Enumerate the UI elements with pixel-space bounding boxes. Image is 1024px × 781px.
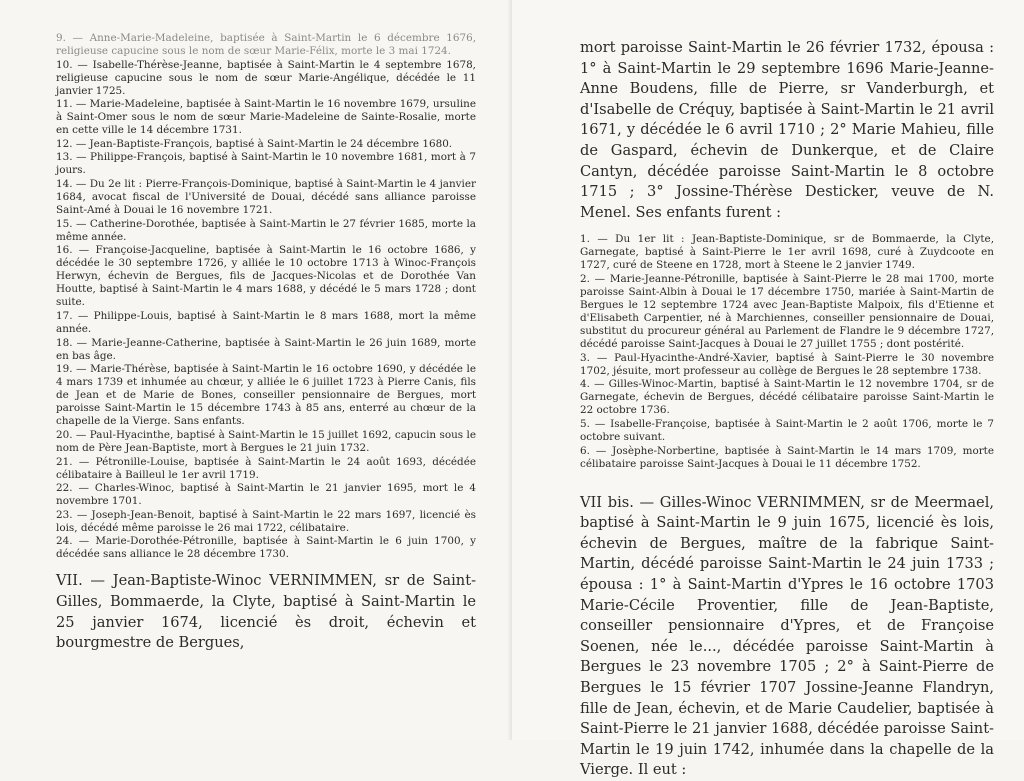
- entry-11: 11. — Marie-Madeleine, baptisée à Saint-Martin le 16 novembre 1679, ursuline à Saint-Omer sous le nom de sœur Marie-Madeleine de Sainte-Rosalie, morte en cette ville le 14 décembre 1731.: [56, 98, 476, 137]
- entry-24: 24. — Marie-Dorothée-Pétronille, baptisée à Saint-Martin le 6 juin 1700, y décédée sans alliance le 28 décembre 1730.: [56, 535, 476, 561]
- entry-9: 9. — Anne-Marie-Madeleine, baptisée à Saint-Martin le 6 décembre 1676, religieuse capucine sous le nom de sœur Marie-Félix, morte le 3 mai 1724.: [56, 32, 476, 58]
- child-entry-2: 2. — Marie-Jeanne-Pétronille, baptisée à Saint-Pierre le 28 mai 1700, morte paroisse Saint-Albin à Douai le 17 décembre 1750, mariée à Saint-Martin de Bergues le 12 septembre 1724 avec Jean-Baptiste Malpoix, fils d'Etienne et d'Elisabeth Carpentier, né à Marchiennes, conseiller pensionnaire de Douai, substitut du procureur général au Parlement de Flandre le 9 décembre 1727, décédé paroisse Saint-Jacques à Douai le 27 juillet 1755 ; dont postérité.: [580, 272, 994, 351]
- entry-17: 17. — Philippe-Louis, baptisé à Saint-Martin le 8 mars 1688, mort la même année.: [56, 309, 476, 336]
- entry-22: 22. — Charles-Winoc, baptisé à Saint-Martin le 21 janvier 1695, mort le 4 novembre 1701.: [56, 482, 476, 508]
- child-entry-5: 5. — Isabelle-Françoise, baptisée à Saint-Martin le 2 août 1706, morte le 7 octobre suivant.: [580, 418, 994, 444]
- entry-16: 16. — Françoise-Jacqueline, baptisée à Saint-Martin le 16 octobre 1686, y décédée le 30 septembre 1726, y alliée le 10 octobre 1713 à Winoc-François Herwyn, échevin de Bergues, fils de Jacques-Nicolas et de Dorothée Van Houtte, baptisé à Saint-Martin le 4 mars 1688, y décédé le 5 mars 1728 ; dont suite.: [56, 244, 476, 309]
- entry-20: 20. — Paul-Hyacinthe, baptisé à Saint-Martin le 15 juillet 1692, capucin sous le nom de Père Jean-Baptiste, mort à Bergues le 21 juin 1732.: [56, 428, 476, 454]
- continuation-paragraph: mort paroisse Saint-Martin le 26 février 1732, épousa : 1° à Saint-Martin le 29 septembre 1696 Marie-Jeanne-Anne Boudens, fille de Pierre, sr Vanderburgh, et d'Isabelle de Créquy, baptisée à Saint-Martin le 21 avril 1671, y décédée le 6 avril 1710 ; 2° Marie Mahieu, fille de Gaspard, échevin de Dunkerque, et de Claire Cantyn, décédée paroisse Saint-Martin le 8 octobre 1715 ; 3° Jossine-Thérèse Desticker, veuve de N. Menel. Ses enfants furent :: [580, 39, 994, 221]
- entry-12: 12. — Jean-Baptiste-François, baptisé à Saint-Martin le 24 décembre 1680.: [56, 137, 453, 150]
- section-vii-bis-paragraph: VII bis. — Gilles-Winoc VERNIMMEN, sr de Meermael, baptisé à Saint-Martin le 9 juin 1675, licencié ès lois, échevin de Bergues, maître de la fabrique Saint-Martin, décédé paroisse Saint-Martin le 24 juin 1733 ; épousa : 1° à Saint-Martin d'Ypres le 16 octobre 1703 Marie-Cécile Proventier, fille de Jean-Baptiste, conseiller pensionnaire d'Ypres, et de Françoise Soenen, née le..., décédée paroisse Saint-Martin à Bergues le 23 novembre 1705 ; 2° à Saint-Pierre de Bergues le 15 février 1707 Jossine-Jeanne Flandryn, fille de Jean, échevin, et de Marie Caudelier, baptisée à Saint-Pierre le 21 janvier 1688, décédée paroisse Saint-Martin le 19 juin 1742, inhumée dans la chapelle de la Vierge. Il eut :: [580, 493, 994, 779]
- left-page: [0, 0, 512, 740]
- entry-23: 23. — Joseph-Jean-Benoit, baptisé à Saint-Martin le 22 mars 1697, licencié ès lois, décédé même paroisse le 26 mai 1722, célibataire.: [56, 508, 476, 534]
- entry-10: 10. — Isabelle-Thérèse-Jeanne, baptisée à Saint-Martin le 4 septembre 1678, religieuse capucine sous le nom de sœur Marie-Angélique, décédée le 11 janvier 1725.: [56, 58, 476, 97]
- entry-14: 14. — Du 2e lit : Pierre-François-Dominique, baptisé à Saint-Martin le 4 janvier 1684, avocat fiscal de l'Université de Douai, décédé sans alliance paroisse Saint-Amé à Douai le 16 novembre 1721.: [56, 178, 476, 217]
- entry-18: 18. — Marie-Jeanne-Catherine, baptisée à Saint-Martin le 26 juin 1689, morte en bas âge.: [56, 336, 476, 362]
- section-vii-paragraph: VII. — Jean-Baptiste-Winoc VERNIMMEN, sr de Saint-Gilles, Bommaerde, la Clyte, baptisé à Saint-Martin le 25 janvier 1674, licencié ès droit, échevin et bourgmestre de Bergues,: [56, 572, 476, 652]
- child-entry-6: 6. — Josèphe-Norbertine, baptisée à Saint-Martin le 14 mars 1709, morte célibataire paroisse Saint-Jacques à Douai le 11 décembre 1752.: [580, 444, 994, 470]
- left-entries: [56, 32, 476, 561]
- right-entries: [580, 233, 994, 470]
- child-entry-1: 1. — Du 1er lit : Jean-Baptiste-Dominique, sr de Bommaerde, la Clyte, Garnegate, baptisé à Saint-Pierre le 1er avril 1698, curé à Zuydcoote en 1727, curé de Steene en 1728, mort à Steene le 2 janvier 1749.: [580, 233, 994, 272]
- child-entry-4: 4. — Gilles-Winoc-Martin, baptisé à Saint-Martin le 12 novembre 1704, sr de Garnegate, échevin de Bergues, décédé célibataire paroisse Saint-Martin le 22 octobre 1736.: [580, 378, 994, 417]
- entry-21: 21. — Pétronille-Louise, baptisée à Saint-Martin le 24 août 1693, décédée célibataire à Bailleul le 1er avril 1719.: [56, 455, 476, 481]
- entry-13: 13. — Philippe-François, baptisé à Saint-Martin le 10 novembre 1681, mort à 7 jours.: [56, 151, 476, 177]
- entry-15: 15. — Catherine-Dorothée, baptisée à Saint-Martin le 27 février 1685, morte la même année.: [56, 217, 476, 243]
- child-entry-3: 3. — Paul-Hyacinthe-André-Xavier, baptisé à Saint-Pierre le 30 novembre 1702, jésuite, mort professeur au collège de Bergues le 28 septembre 1738.: [580, 351, 994, 377]
- entry-19: 19. — Marie-Thérèse, baptisée à Saint-Martin le 16 octobre 1690, y décédée le 4 mars 1739 et inhumée au chœur, y alliée le 6 juillet 1723 à Pierre Canis, fils de Jean et de Marie de Bones, conseiller pensionnaire de Bergues, mort paroisse Saint-Martin le 15 décembre 1743 à 85 ans, enterré au chœur de la chapelle de la Vierge. Sans enfants.: [56, 363, 476, 428]
- right-page: [512, 0, 1024, 779]
